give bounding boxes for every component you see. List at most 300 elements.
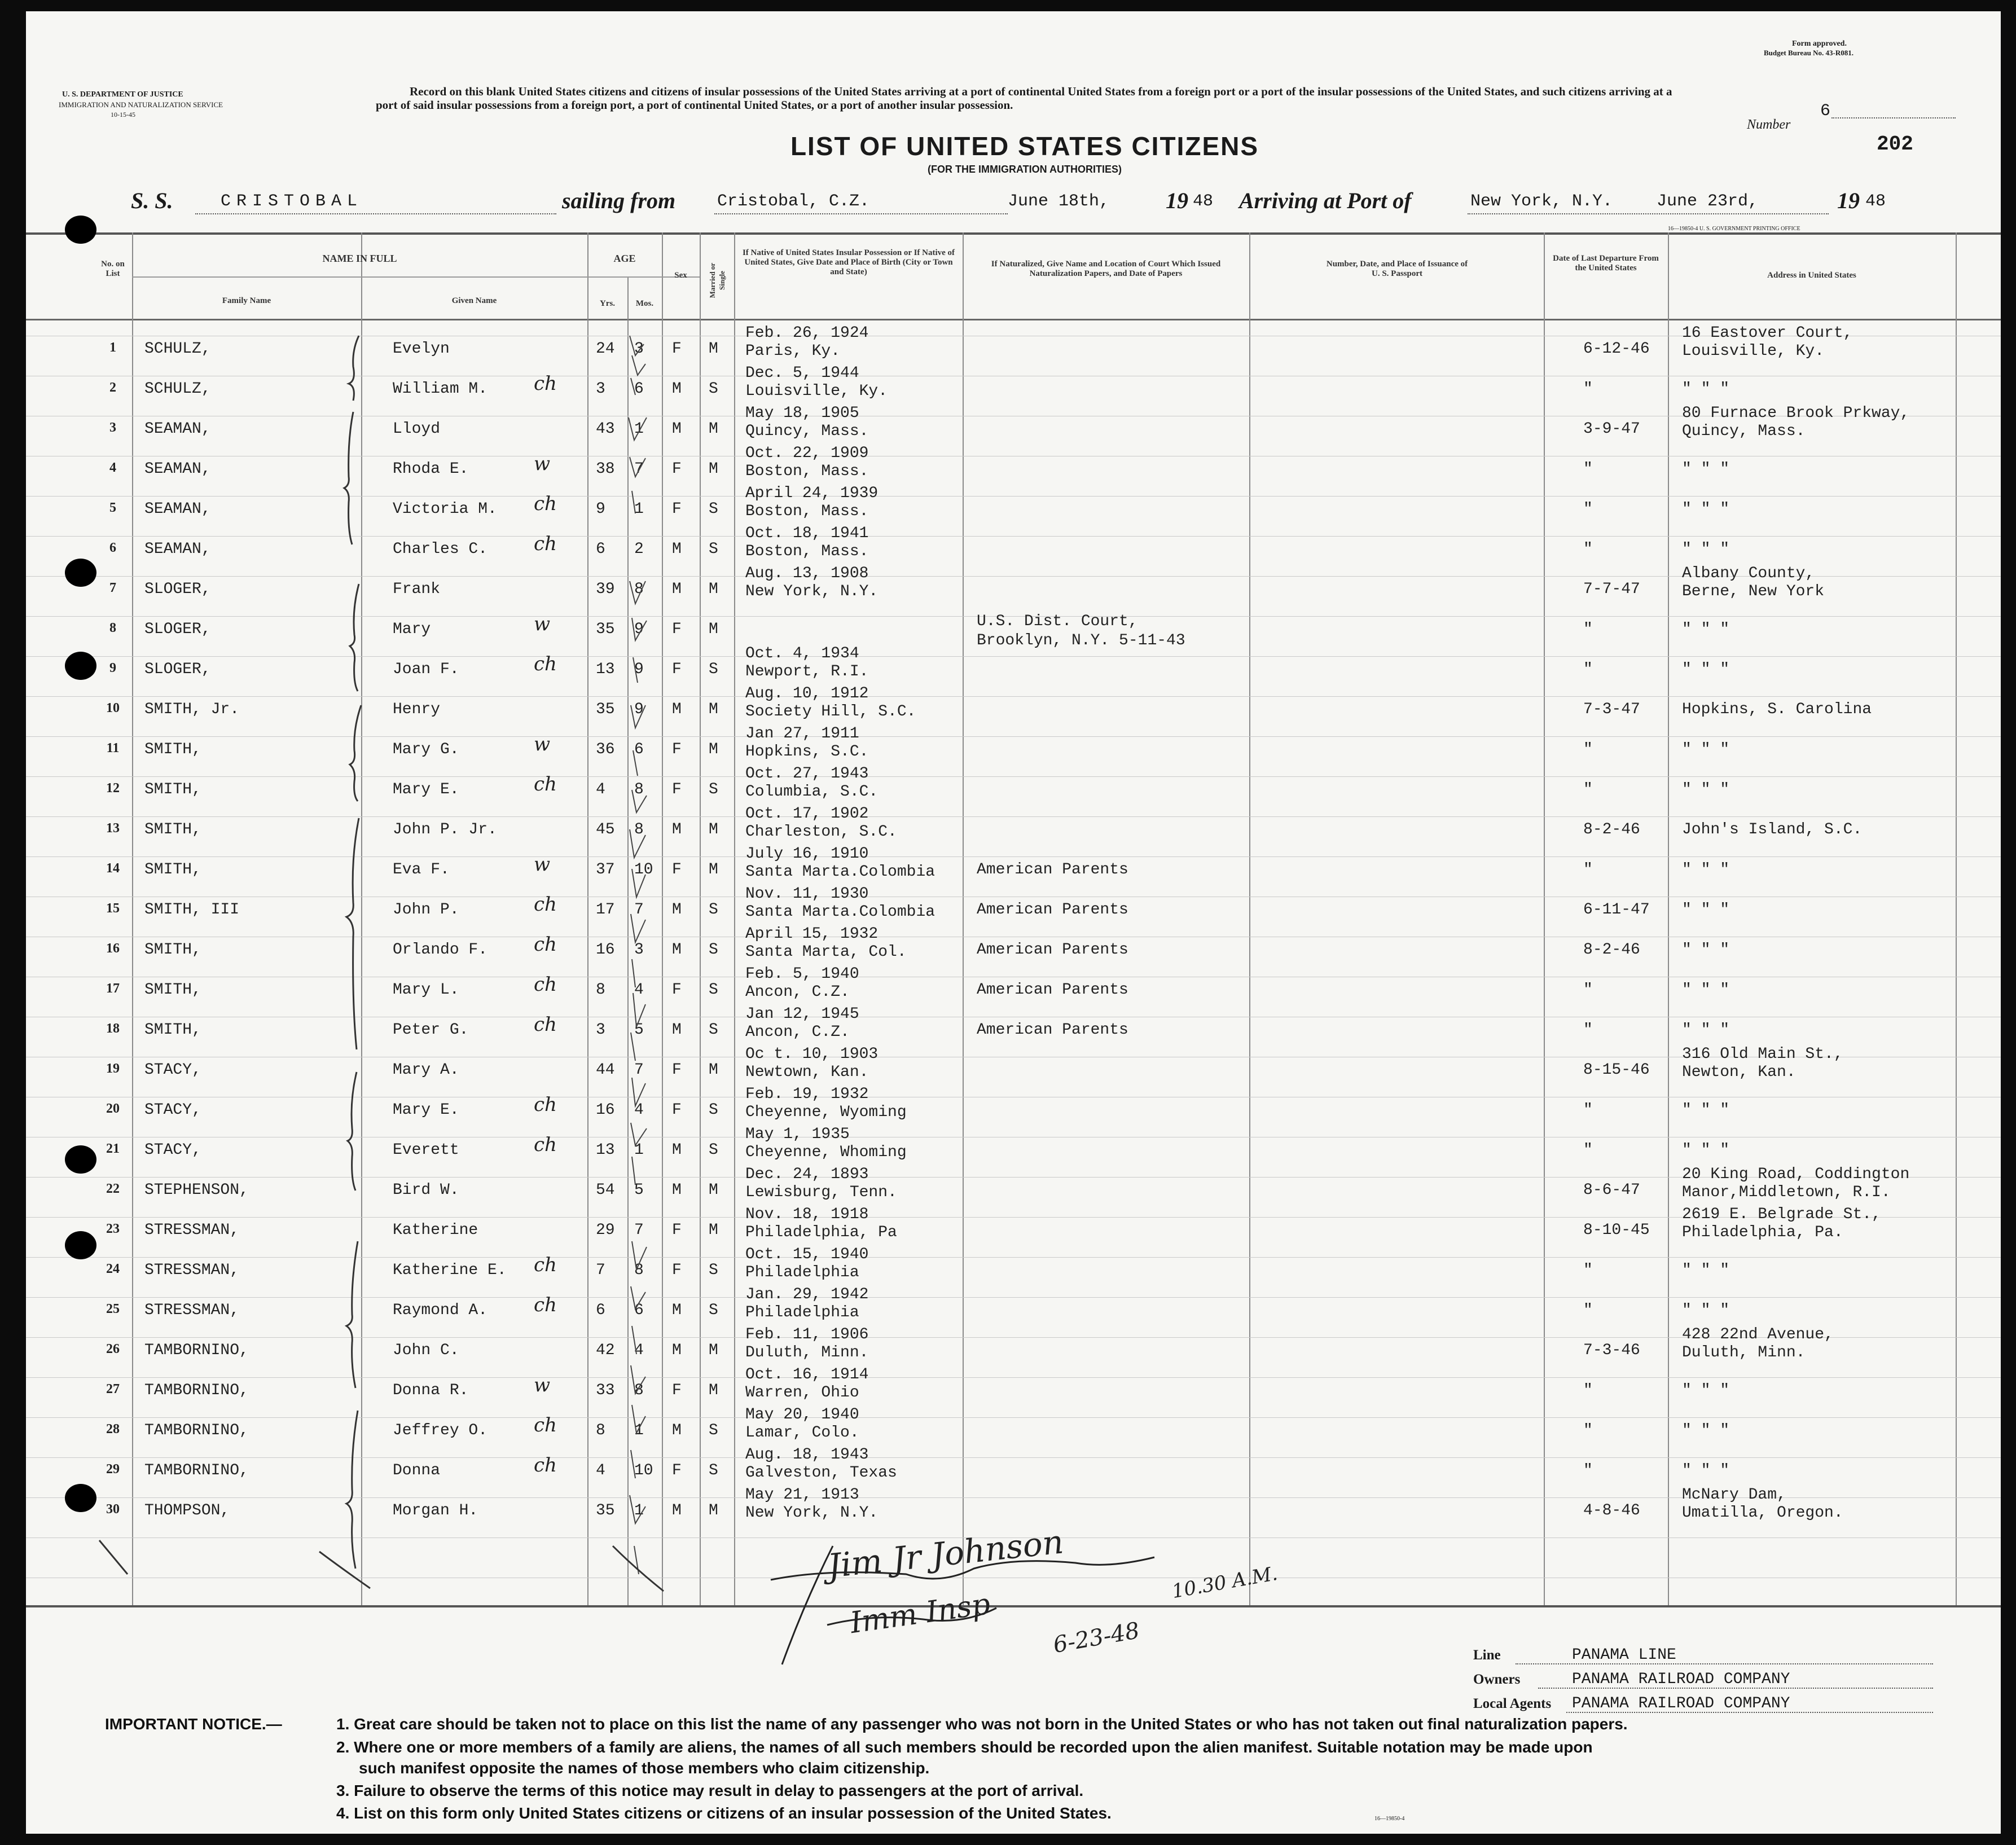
marital-status: S [709, 500, 718, 518]
age-years: 17 [596, 901, 615, 919]
birth-date: April 15, 1932 [745, 925, 879, 943]
header-native: If Native of United States Insular Possession or If Native of United States, Give Date and Place of Birth (City or Town and State) [742, 248, 955, 276]
marital-status: M [709, 1342, 718, 1359]
table-row [26, 645, 2001, 685]
punch-hole [65, 1231, 96, 1259]
last-departure: 7-7-47 [1583, 581, 1640, 598]
table-row [26, 925, 2001, 965]
age-months: 10 [634, 1462, 653, 1479]
last-departure: " [1583, 541, 1593, 558]
last-departure: " [1583, 661, 1593, 678]
age-years: 38 [596, 460, 615, 478]
table-row [26, 1206, 2001, 1246]
birth-date: Oct. 22, 1909 [745, 445, 869, 462]
age-months: 6 [634, 1302, 644, 1319]
row-number: 30 [106, 1502, 120, 1517]
family-name: SEAMAN, [144, 460, 211, 478]
from-port-underline [714, 213, 1008, 214]
notice-item-2-continued: such manifest opposite the names of those members who claim citizenship. [359, 1759, 930, 1777]
birth-place: Cheyenne, Wyoming [745, 1104, 907, 1121]
header-sex: Sex [674, 271, 687, 280]
family-name: SCHULZ, [144, 380, 211, 398]
page-number: 202 [1877, 133, 1913, 156]
table-row [26, 1086, 2001, 1126]
sex: F [672, 1101, 682, 1119]
age-months: 6 [634, 741, 644, 758]
given-name: Rhoda E. [393, 460, 469, 478]
row-number: 9 [109, 661, 116, 675]
birth-place: Philadelphia, Pa [745, 1224, 897, 1241]
birth-date: Nov. 18, 1918 [745, 1206, 869, 1223]
last-departure: 8-2-46 [1583, 941, 1640, 959]
age-years: 35 [596, 701, 615, 718]
address-line-1: " " " [1682, 621, 1730, 638]
row-number: 14 [106, 861, 120, 876]
to-year: 48 [1865, 192, 1886, 211]
punch-hole [65, 1484, 96, 1512]
table-row [26, 805, 2001, 845]
address-line-1: " " " [1682, 941, 1730, 959]
birth-date: Jan 27, 1911 [745, 725, 859, 743]
family-name: TAMBORNINO, [144, 1382, 249, 1399]
sex: F [672, 1462, 682, 1479]
age-months: 7 [634, 901, 644, 919]
family-name: SMITH, [144, 741, 201, 758]
sex: M [672, 380, 682, 398]
last-departure: " [1583, 741, 1593, 758]
notice-item-1: 1. Great care should be taken not to place on this list the name of any passenger who was not born in the United States or who has not taken out final naturalization papers. [336, 1715, 1628, 1733]
last-departure: " [1583, 500, 1593, 518]
row-number: 7 [109, 581, 116, 595]
birth-place: Charleston, S.C. [745, 823, 897, 841]
birth-place: Boston, Mass. [745, 503, 869, 520]
row-number: 22 [106, 1181, 120, 1196]
given-name: Mary E. [393, 781, 459, 798]
address-line-1: John's Island, S.C. [1682, 821, 1863, 838]
address-line-1: 428 22nd Avenue, [1682, 1326, 1834, 1343]
row-number: 8 [109, 621, 116, 635]
table-row [26, 685, 2001, 725]
family-name: SEAMAN, [144, 541, 211, 558]
age-years: 13 [596, 1141, 615, 1159]
birth-date: Aug. 10, 1912 [745, 685, 869, 702]
age-years: 8 [596, 981, 605, 999]
address-line-1: " " " [1682, 1021, 1730, 1039]
sex: F [672, 861, 682, 878]
relation-mark: ch [534, 1134, 557, 1156]
age-years: 4 [596, 1462, 605, 1479]
given-name: Victoria M. [393, 500, 497, 518]
birth-date: Dec. 24, 1893 [745, 1166, 869, 1183]
sailing-label: sailing from [562, 188, 676, 213]
address-line-1: 2619 E. Belgrade St., [1682, 1206, 1881, 1223]
given-name: John C. [393, 1342, 459, 1359]
address-line-1: " " " [1682, 781, 1730, 798]
address-line-1: Albany County, [1682, 565, 1815, 582]
table-row [26, 565, 2001, 605]
table-row [26, 725, 2001, 765]
row-number: 11 [106, 741, 120, 755]
birth-place: Newport, R.I. [745, 663, 869, 680]
table-row [26, 1446, 2001, 1486]
birth-date: Feb. 5, 1940 [745, 965, 859, 983]
birth-date: April 24, 1939 [745, 485, 879, 502]
relation-mark: ch [534, 973, 557, 996]
relation-mark: ch [534, 1254, 557, 1276]
relation-mark: w [534, 733, 551, 755]
relation-mark: ch [534, 1093, 557, 1116]
last-departure: 7-3-47 [1583, 701, 1640, 718]
address-line-1: " " " [1682, 1101, 1730, 1119]
marital-status: M [709, 1222, 718, 1239]
age-months: 1 [634, 500, 644, 518]
table-row [26, 445, 2001, 485]
row-number: 15 [106, 901, 120, 916]
birth-place: Paris, Ky. [745, 342, 841, 360]
table-row [26, 1406, 2001, 1446]
table-row [26, 1486, 2001, 1526]
family-name: THOMPSON, [144, 1502, 230, 1519]
birth-date: Oc t. 10, 1903 [745, 1046, 879, 1063]
given-name: Peter G. [393, 1021, 469, 1039]
naturalization: American Parents [977, 941, 1128, 959]
birth-place: Cheyenne, Whoming [745, 1144, 907, 1161]
address-line-1: " " " [1682, 500, 1730, 518]
age-months: 9 [634, 701, 644, 718]
approval-line-1: Form approved. [1792, 39, 1847, 48]
table-row [26, 965, 2001, 1005]
age-years: 54 [596, 1181, 615, 1199]
age-years: 35 [596, 1502, 615, 1519]
given-name: Raymond A. [393, 1302, 488, 1319]
table-row [26, 525, 2001, 565]
marital-status: M [709, 1181, 718, 1199]
punch-hole [65, 1145, 96, 1174]
family-name: SMITH, [144, 981, 201, 999]
marital-status: S [709, 941, 718, 959]
age-months: 4 [634, 981, 644, 999]
marital-status: M [709, 1502, 718, 1519]
birth-date: Aug. 13, 1908 [745, 565, 869, 582]
family-name: STRESSMAN, [144, 1222, 240, 1239]
table-top-rule [26, 232, 2001, 235]
marital-status: S [709, 781, 718, 798]
family-name: SCHULZ, [144, 340, 211, 358]
age-months: 7 [634, 1061, 644, 1079]
birth-date: Jan 12, 1945 [745, 1005, 859, 1023]
last-departure: 8-2-46 [1583, 821, 1640, 838]
age-months: 1 [634, 1422, 644, 1439]
given-name: Jeffrey O. [393, 1422, 488, 1439]
sex: F [672, 661, 682, 678]
printing-office-note: 16—19850-4 U. S. GOVERNMENT PRINTING OFFICE [1668, 226, 1800, 232]
age-months: 1 [634, 420, 644, 438]
birth-place: Quincy, Mass. [745, 423, 869, 440]
marital-status: S [709, 1262, 718, 1279]
header-family-name: Family Name [222, 296, 271, 305]
birth-place: Santa Marta.Colombia [745, 903, 935, 921]
marital-status: M [709, 581, 718, 598]
family-name: SEAMAN, [144, 420, 211, 438]
age-months: 8 [634, 1262, 644, 1279]
birth-place: New York, N.Y. [745, 1504, 879, 1522]
sex: F [672, 781, 682, 798]
footer-code: 16—19850-4 [1374, 1816, 1405, 1822]
family-name: STACY, [144, 1141, 201, 1159]
address-line-1: 316 Old Main St., [1682, 1046, 1843, 1063]
last-departure: " [1583, 621, 1593, 638]
notice-item-4: 4. List on this form only United States citizens or citizens of an insular possession of the United States. [336, 1804, 1112, 1822]
address-line-2: Quincy, Mass. [1682, 423, 1806, 440]
age-months: 4 [634, 1101, 644, 1119]
page-title: LIST OF UNITED STATES CITIZENS [790, 131, 1259, 161]
age-years: 43 [596, 420, 615, 438]
last-departure: " [1583, 1382, 1593, 1399]
table-row [26, 605, 2001, 649]
sex: F [672, 1262, 682, 1279]
year-prefix-1: 19 [1166, 188, 1188, 213]
to-port: New York, N.Y. [1470, 192, 1613, 211]
family-brackets [342, 327, 387, 1591]
birth-place: Lewisburg, Tenn. [745, 1184, 897, 1201]
given-name: John P. [393, 901, 459, 919]
sex: F [672, 460, 682, 478]
age-years: 7 [596, 1262, 605, 1279]
table-row [26, 1246, 2001, 1286]
birth-date: Oct. 17, 1902 [745, 805, 869, 823]
marital-status: S [709, 981, 718, 999]
birth-place: Duluth, Minn. [745, 1344, 869, 1361]
last-departure: " [1583, 1262, 1593, 1279]
family-name: SMITH, III [144, 901, 240, 919]
birth-date: Oct. 16, 1914 [745, 1366, 869, 1383]
address-line-1: " " " [1682, 741, 1730, 758]
address-line-1: 16 Eastover Court, [1682, 324, 1853, 342]
naturalization: American Parents [977, 861, 1128, 878]
last-departure: " [1583, 1302, 1593, 1319]
given-name: Mary [393, 621, 431, 638]
family-name: SLOGER, [144, 621, 211, 638]
ship-name: CRISTOBAL [221, 192, 363, 211]
age-years: 9 [596, 500, 605, 518]
header-departure: Date of Last Departure From the United States [1553, 254, 1659, 273]
last-departure: 3-9-47 [1583, 420, 1640, 438]
family-name: SMITH, [144, 821, 201, 838]
last-departure: 4-8-46 [1583, 1502, 1640, 1519]
address-line-1: " " " [1682, 1141, 1730, 1159]
marital-status: S [709, 380, 718, 398]
marital-status: S [709, 1302, 718, 1319]
punch-hole [65, 652, 96, 680]
birth-place: Newtown, Kan. [745, 1064, 869, 1081]
family-name: STACY, [144, 1061, 201, 1079]
table-row [26, 1366, 2001, 1406]
family-name: SMITH, [144, 941, 201, 959]
age-months: 3 [634, 941, 644, 959]
marital-status: M [709, 821, 718, 838]
sex: M [672, 1181, 682, 1199]
manifest-sheet [26, 11, 2001, 1834]
family-name: STRESSMAN, [144, 1262, 240, 1279]
given-name: Bird W. [393, 1181, 459, 1199]
given-name: Donna [393, 1462, 441, 1479]
age-years: 16 [596, 1101, 615, 1119]
family-name: SEAMAN, [144, 500, 211, 518]
marital-status: M [709, 340, 718, 358]
punch-hole [65, 559, 96, 587]
marital-status: S [709, 541, 718, 558]
birth-place: Boston, Mass. [745, 463, 869, 480]
sex: F [672, 1222, 682, 1239]
naturalization: American Parents [977, 981, 1128, 999]
relation-mark: ch [534, 933, 557, 956]
age-months: 1 [634, 1502, 644, 1519]
relation-mark: w [534, 853, 551, 876]
agents-value: PANAMA RAILROAD COMPANY [1572, 1695, 1790, 1712]
age-months: 3 [634, 340, 644, 358]
family-name: SMITH, Jr. [144, 701, 240, 718]
sex: F [672, 1061, 682, 1079]
age-years: 45 [596, 821, 615, 838]
birth-date: Oct. 15, 1940 [745, 1246, 869, 1263]
naturalization: Brooklyn, N.Y. 5-11-43 [977, 632, 1185, 649]
given-name: Lloyd [393, 420, 441, 438]
marital-status: S [709, 1021, 718, 1039]
from-year: 48 [1193, 192, 1214, 211]
age-months: 9 [634, 621, 644, 638]
birth-date: Dec. 5, 1944 [745, 364, 859, 382]
address-line-1: " " " [1682, 861, 1730, 878]
last-departure: 6-12-46 [1583, 340, 1650, 358]
marital-status: S [709, 661, 718, 678]
given-name: Mary E. [393, 1101, 459, 1119]
table-row [26, 1126, 2001, 1166]
marital-status: S [709, 901, 718, 919]
marital-status: M [709, 1061, 718, 1079]
birth-date: May 21, 1913 [745, 1486, 859, 1504]
given-name: Orlando F. [393, 941, 488, 959]
given-name: Frank [393, 581, 441, 598]
page-subtitle: (FOR THE IMMIGRATION AUTHORITIES) [928, 164, 1122, 175]
family-name: SMITH, [144, 1021, 201, 1039]
birth-place: Santa Marta.Colombia [745, 863, 935, 881]
last-departure: 8-15-46 [1583, 1061, 1650, 1079]
birth-date: May 20, 1940 [745, 1406, 859, 1424]
row-number: 10 [106, 701, 120, 715]
birth-place: New York, N.Y. [745, 583, 879, 600]
relation-mark: ch [534, 493, 557, 515]
header-yrs: Yrs. [599, 299, 616, 308]
last-departure: 8-6-47 [1583, 1181, 1640, 1199]
birth-place: Santa Marta, Col. [745, 943, 907, 961]
age-years: 24 [596, 340, 615, 358]
sex: F [672, 621, 682, 638]
given-name: Katherine E. [393, 1262, 507, 1279]
given-name: Evelyn [393, 340, 450, 358]
table-row [26, 845, 2001, 885]
table-row [26, 1326, 2001, 1366]
header-subrule [132, 276, 700, 278]
marital-status: M [709, 701, 718, 718]
address-line-1: " " " [1682, 1422, 1730, 1439]
department-name: U. S. DEPARTMENT OF JUSTICE [62, 90, 183, 99]
relation-mark: w [534, 613, 551, 635]
last-departure: " [1583, 981, 1593, 999]
age-years: 44 [596, 1061, 615, 1079]
ship-underline [195, 213, 556, 214]
address-line-1: " " " [1682, 661, 1730, 678]
address-line-1: McNary Dam, [1682, 1486, 1786, 1504]
age-months: 6 [634, 380, 644, 398]
row-number: 23 [106, 1222, 120, 1236]
age-years: 8 [596, 1422, 605, 1439]
birth-place: Warren, Ohio [745, 1384, 859, 1402]
relation-mark: ch [534, 653, 557, 675]
row-number: 13 [106, 821, 120, 836]
instruction-text: Record on this blank United States citizens and citizens of insular possessions of the United States arriving at a port of continental United States from a foreign port or a port of the insular possessions of the United States, and such citizens arriving at a port of said insular possessions from a foreign port, a port of continental United States, or a port of another insular possession. [376, 85, 1672, 112]
number-value: 6 [1820, 102, 1831, 121]
birth-place: Louisville, Ky. [745, 383, 888, 400]
row-number: 17 [106, 981, 120, 996]
row-number: 5 [109, 500, 116, 515]
row-number: 6 [109, 541, 116, 555]
sex: M [672, 1141, 682, 1159]
marital-status: S [709, 1141, 718, 1159]
owners-label: Owners [1473, 1672, 1521, 1687]
to-port-underline [1468, 213, 1829, 214]
family-name: SLOGER, [144, 661, 211, 678]
table-row [26, 1166, 2001, 1206]
age-months: 9 [634, 661, 644, 678]
table-row [26, 1005, 2001, 1046]
given-name: Everett [393, 1141, 459, 1159]
relation-mark: ch [534, 1294, 557, 1316]
relation-mark: ch [534, 1013, 557, 1036]
birth-date: Jan. 29, 1942 [745, 1286, 869, 1303]
arriving-label: Arriving at Port of [1239, 188, 1412, 213]
row-number: 18 [106, 1021, 120, 1036]
line-underline [1516, 1663, 1933, 1664]
inspector-initials: Imm Insp [848, 1587, 992, 1641]
address-line-1: " " " [1682, 1462, 1730, 1479]
last-departure: " [1583, 1141, 1593, 1159]
address-line-2: Umatilla, Oregon. [1682, 1504, 1843, 1522]
marital-status: M [709, 420, 718, 438]
last-departure: " [1583, 861, 1593, 878]
birth-place: Columbia, S.C. [745, 783, 879, 801]
sex: M [672, 1502, 682, 1519]
marital-status: M [709, 861, 718, 878]
sex: F [672, 340, 682, 358]
closing-slashes [77, 1535, 709, 1602]
row-number: 3 [109, 420, 116, 435]
birth-date: May 18, 1905 [745, 405, 859, 422]
given-name: Katherine [393, 1222, 478, 1239]
number-underline [1831, 117, 1956, 118]
header-passport: Number, Date, and Place of Issuance of U. S. Passport [1326, 260, 1468, 278]
relation-mark: ch [534, 1414, 557, 1437]
sex: F [672, 981, 682, 999]
given-name: Morgan H. [393, 1502, 478, 1519]
header-naturalized: If Naturalized, Give Name and Location of Court Which Issued Naturalization Papers, and Date of Papers [991, 260, 1221, 278]
from-port: Cristobal, C.Z. [717, 192, 870, 211]
agents-label: Local Agents [1473, 1696, 1552, 1711]
age-years: 33 [596, 1382, 615, 1399]
last-departure: " [1583, 781, 1593, 798]
birth-place: Philadelphia [745, 1304, 859, 1321]
sex: F [672, 500, 682, 518]
relation-mark: ch [534, 372, 557, 395]
